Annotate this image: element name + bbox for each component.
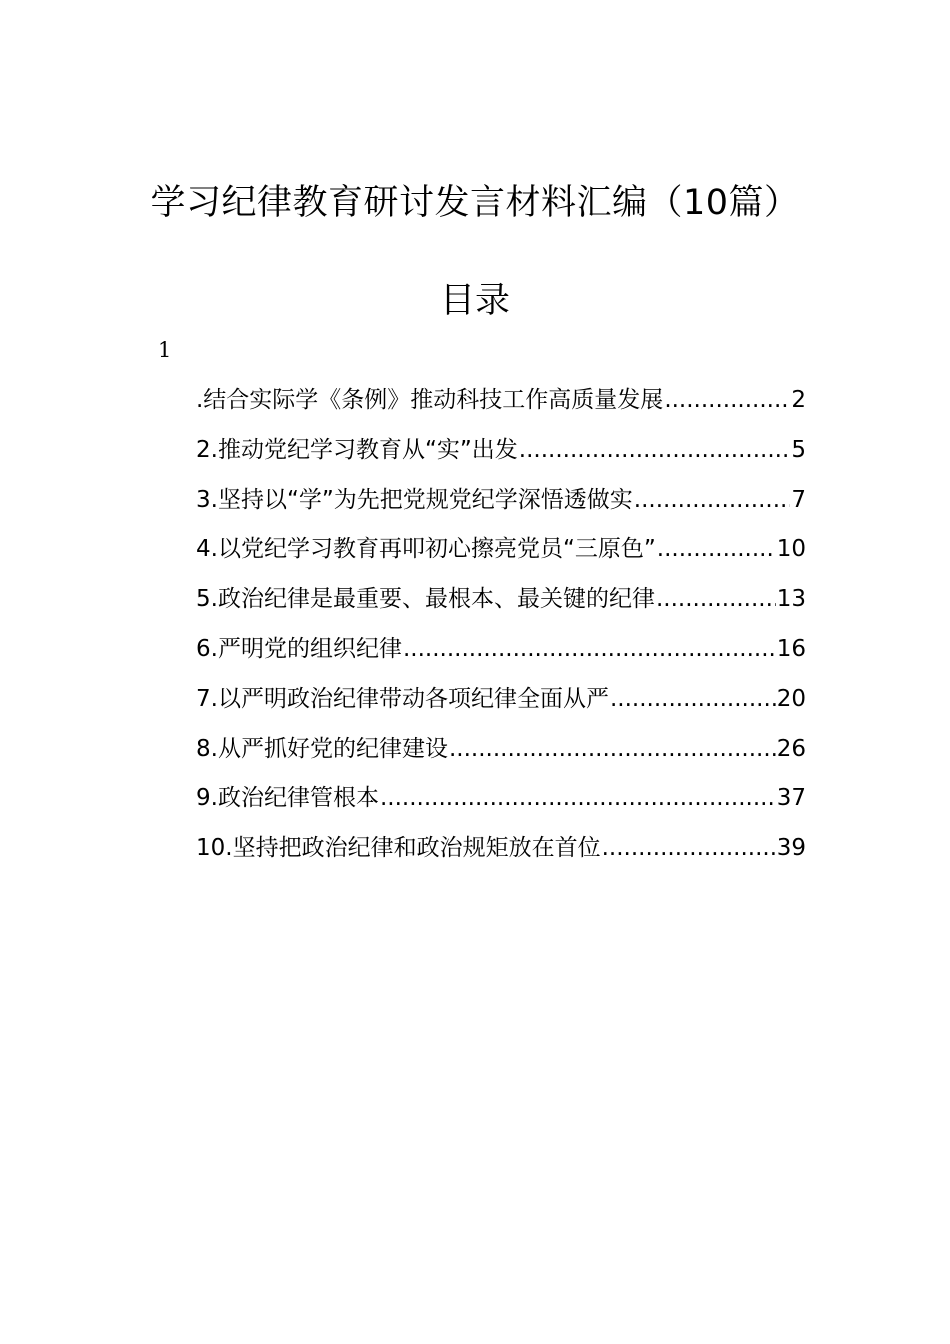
toc-entry-label: 6.严明党的组织纪律: [196, 635, 402, 662]
toc-page-number: 13: [776, 586, 806, 613]
toc-dot-leader: [634, 480, 791, 520]
toc-entry-4[interactable]: [196, 529, 806, 579]
toc-entry-label: 4.以党纪学习教育再叩初心擦亮党员“三原色”: [196, 536, 656, 563]
table-of-contents: [196, 380, 806, 878]
toc-entry-8[interactable]: [196, 729, 806, 779]
stray-number-mark: 1: [158, 338, 172, 362]
toc-entry-label: 5.政治纪律是最重要、最根本、最关键的纪律: [196, 586, 655, 613]
toc-dot-leader: [664, 380, 790, 420]
toc-dot-leader: [656, 579, 776, 619]
toc-entry-label: 7.以严明政治纪律带动各项纪律全面从严: [196, 685, 609, 712]
toc-entry-3[interactable]: [196, 480, 806, 530]
toc-entry-10[interactable]: [196, 828, 806, 878]
toc-entry-5[interactable]: [196, 579, 806, 629]
toc-entry-label: 3.坚持以“学”为先把党规党纪学深悟透做实: [196, 486, 633, 513]
toc-entry-label: 10.坚持把政治纪律和政治规矩放在首位: [196, 835, 601, 862]
toc-page-number: 2: [791, 387, 806, 413]
toc-page-number: 7: [791, 486, 806, 513]
toc-entry-6[interactable]: [196, 629, 806, 679]
toc-page-number: 10: [776, 536, 806, 563]
toc-entry-label: .结合实际学《条例》推动科技工作高质量发展: [196, 387, 664, 413]
toc-entry-9[interactable]: [196, 778, 806, 828]
toc-dot-leader: [449, 729, 776, 769]
toc-entry-1[interactable]: [196, 380, 806, 430]
toc-dot-leader: [657, 529, 776, 569]
toc-page-number: 20: [776, 685, 806, 712]
toc-heading: 目录: [439, 281, 510, 321]
toc-dot-leader: [380, 778, 776, 818]
toc-entry-label: 2.推动党纪学习教育从“实”出发: [196, 436, 518, 463]
toc-entry-2[interactable]: [196, 430, 806, 480]
toc-page-number: 26: [776, 735, 806, 762]
toc-entry-7[interactable]: [196, 679, 806, 729]
toc-dot-leader: [519, 430, 791, 470]
toc-dot-leader: [610, 679, 776, 719]
toc-dot-leader: [403, 629, 776, 669]
toc-page-number: 16: [776, 635, 806, 662]
toc-page-number: 5: [791, 436, 806, 463]
toc-page-number: 39: [776, 835, 806, 862]
toc-entry-label: 9.政治纪律管根本: [196, 785, 379, 812]
toc-dot-leader: [602, 828, 776, 868]
document-title: 学习纪律教育研讨发言材料汇编（10篇）: [150, 183, 800, 223]
toc-page-number: 37: [776, 785, 806, 812]
toc-entry-label: 8.从严抓好党的纪律建设: [196, 735, 448, 762]
